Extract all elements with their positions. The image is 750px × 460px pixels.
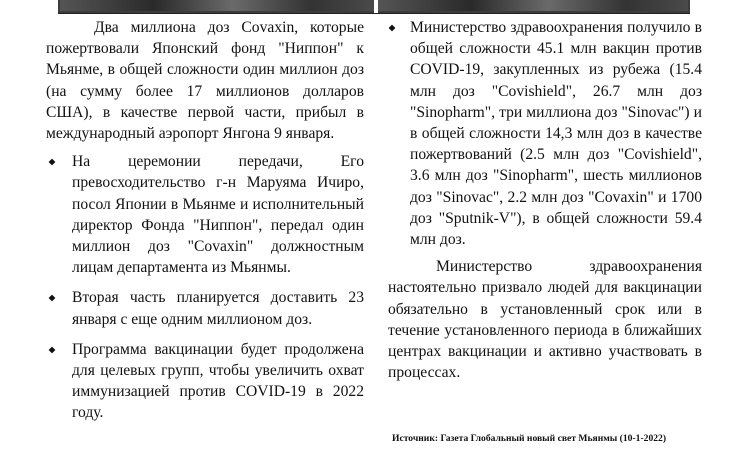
right-column: [388, 17, 702, 383]
diamond-bullet-icon: [49, 159, 56, 166]
bullet-item: [46, 287, 364, 329]
right-bullet-list: [388, 17, 702, 250]
source-citation: Источник: Газета Глобальный новый свет Мьянмы (10-1-2022): [392, 433, 667, 444]
bullet-item: [46, 339, 364, 424]
left-bullet-list: [46, 151, 364, 423]
bullet-item: [388, 17, 702, 250]
intro-paragraph: Два миллиона доз Covaxin, которые пожертвовали Японский фонд "Ниппон" к Мьянме, в общей сложности один миллион доз (на сумму более 17 миллионов долларов США), в качестве первой части, прибыл в международный аэропорт Янгона 9 января.: [46, 19, 364, 143]
bullet-text: Вторая часть планируется доставить 23 января с еще одним миллионом доз.: [72, 289, 364, 328]
diamond-bullet-icon: [49, 346, 56, 353]
left-column: [46, 17, 364, 433]
bullet-text: На церемонии передачи, Его превосходительство г-н Маруяма Ичиро, посол Японии в Мьянме и исполнительный директор Фонда "Ниппон", передал один миллион доз "Covaxin" должностным лицам департамента из Мьянмы.: [72, 153, 364, 277]
header-photo-strip: [58, 0, 690, 14]
diamond-bullet-icon: [389, 25, 396, 32]
diamond-bullet-icon: [49, 295, 56, 302]
photo-right: [378, 0, 688, 11]
bullet-text: Программа вакцинации будет продолжена для целевых групп, чтобы увеличить охват иммунизацией против COVID-19 в 2022 году.: [72, 340, 364, 422]
photo-left: [60, 0, 374, 11]
closing-paragraph: Министерство здравоохранения настоятельно призвало людей для вакцинации обязательно в установленный срок или в течение установленного периода в ближайших центрах вакцинации и активно участвовать в процессах.: [388, 258, 702, 382]
bullet-item: [46, 151, 364, 278]
bullet-text: Министерство здравоохранения получило в общей сложности 45.1 млн вакцин против COVID-19, закупленных из рубежа (15.4 млн доз "Covishield", 26.7 млн доз "Sinopharm", три миллиона доз "Sinovac") и в общей сложности 14,3 млн доз в качестве пожертвований (2.5 млн доз "Covishield", 3.6 млн доз "Sinopharm", шесть миллионов доз "Sinovac", 2.2 млн доз "Covaxin" и 1700 доз "Sputnik-V"), в общей сложности 59.4 млн доз.: [410, 19, 702, 249]
